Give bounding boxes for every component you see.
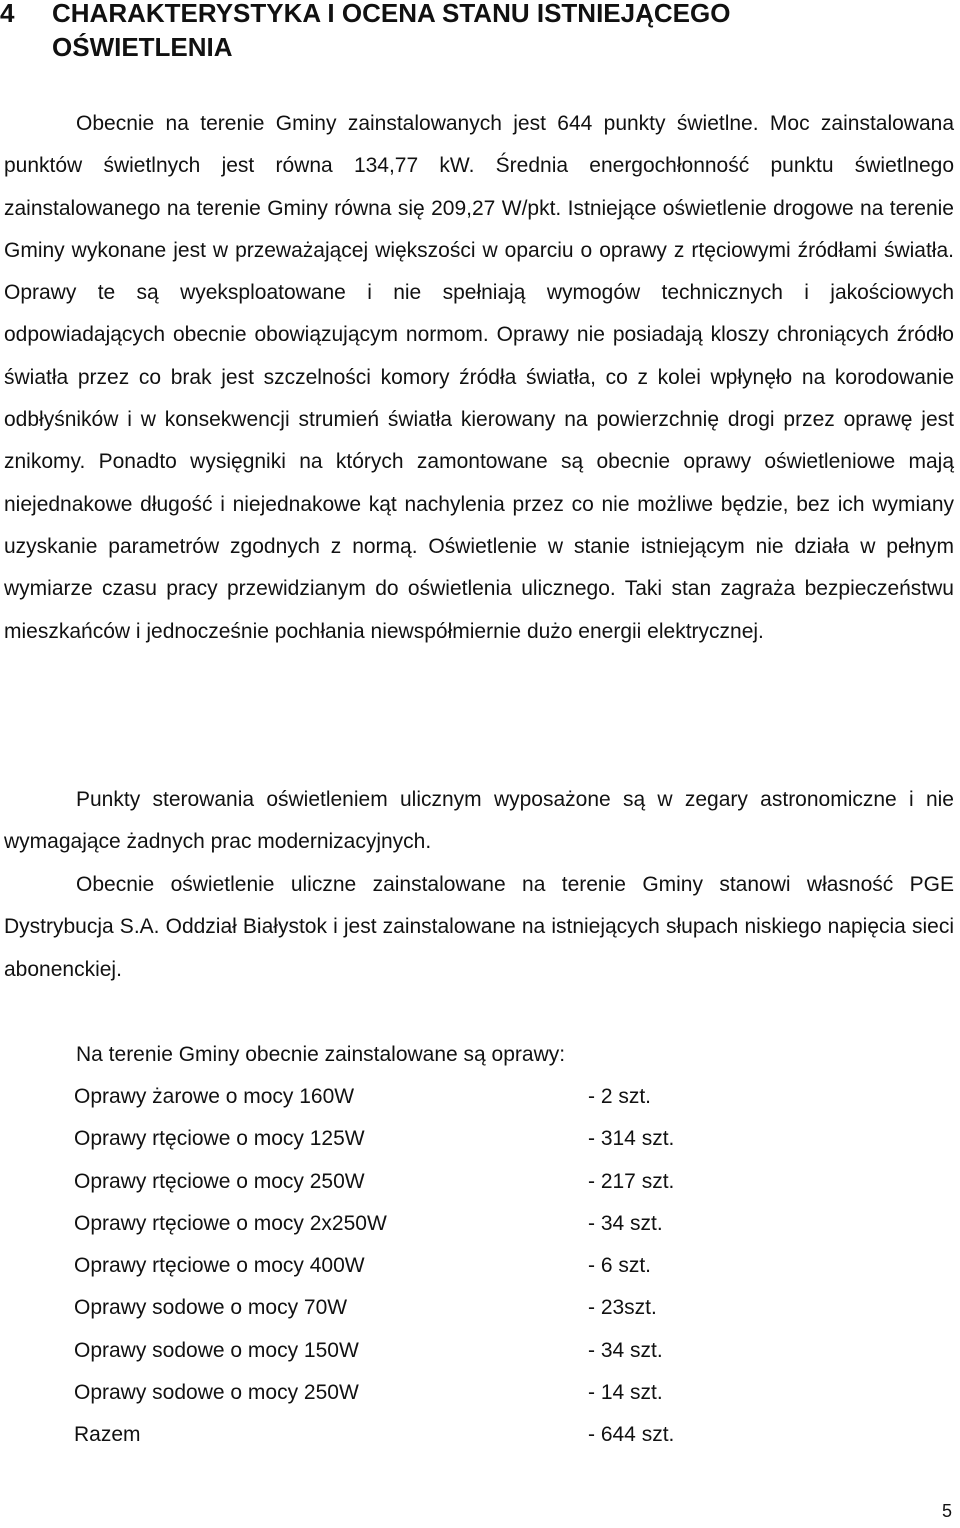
fixture-row-mercury-125w — [74, 1118, 774, 1160]
section-title-line1: CHARAKTERYSTYKA I OCENA STANU ISTNIEJĄCEGO — [52, 0, 731, 28]
fixture-name: Oprawy żarowe o mocy 160W — [74, 1085, 355, 1108]
fixture-list-intro: Na terenie Gminy obecnie zainstalowane są oprawy: — [76, 1043, 566, 1066]
paragraph-installed-lighting: Obecnie na terenie Gminy zainstalowanych jest 644 punkty świetlne. Moc zainstalowana punktów świetlnych jest równa 134,77 kW. Średnia energochłonność punktu świetlnego zainstalowanego na terenie Gminy równa się 209,27 W/pkt. Istniejące oświetlenie drogowe na terenie Gminy wykonane jest w przeważającej większości w oparciu o oprawy z rtęciowymi źródłami światła. Oprawy te są wyeksploatowane i nie spełniają wymogów technicznych i jakościowych odpowiadających obecnie obowiązującym normom. Oprawy nie posiadają kloszy chroniących źródło światła przez co brak jest szczelności komory źródła światła, co z kolei wpłynęło na korodowanie odbłyśników i w konsekwencji strumień światła kierowany na powierzchnię drogi przez oprawę jest znikomy. Ponadto wysięgniki na których zamontowane są obecnie oprawy oświetleniowe mają niejednakowe długość i niejednakowe kąt nachylenia przez co nie możliwe będzie, bez ich wymiany uzyskanie parametrów zgodnych z normą. Oświetlenie w stanie istniejącym nie działa w pełnym wymiarze czasu pracy przewidzianym do oświetlenia ulicznego. Taki stan zagraża bezpieczeństwu mieszkańców i jednocześnie pochłania niewspółmiernie dużo energii elektrycznej. — [4, 112, 954, 643]
fixture-row-total — [74, 1414, 774, 1456]
fixture-row-incandescent-160w — [74, 1076, 774, 1118]
fixture-row-mercury-250w — [74, 1161, 774, 1203]
fixture-name: Oprawy rtęciowe o mocy 2x250W — [74, 1211, 387, 1235]
fixture-name: Oprawy sodowe o mocy 70W — [74, 1296, 348, 1320]
section-title-line2: OŚWIETLENIA — [52, 32, 233, 62]
section-number: 4 — [0, 0, 15, 28]
fixture-name: Oprawy rtęciowe o mocy 125W — [74, 1127, 365, 1151]
fixture-row-mercury-400w — [74, 1245, 774, 1287]
fixture-count: - 34 szt. — [588, 1211, 663, 1235]
fixture-count: - 217 szt. — [588, 1169, 675, 1193]
fixture-row-mercury-2x250w — [74, 1203, 774, 1245]
page-number: 5 — [941, 1501, 952, 1521]
fixture-total-count: - 644 szt. — [588, 1423, 675, 1447]
section-heading — [0, 0, 900, 64]
fixture-count: - 14 szt. — [588, 1381, 663, 1405]
fixture-name: Oprawy sodowe o mocy 150W — [74, 1338, 359, 1362]
fixture-row-sodium-250w — [74, 1372, 774, 1414]
fixture-name: Oprawy rtęciowe o mocy 250W — [74, 1169, 365, 1193]
fixture-total-label: Razem — [74, 1423, 141, 1447]
fixture-list — [74, 1076, 774, 1457]
fixture-count: - 34 szt. — [588, 1338, 663, 1362]
fixture-row-sodium-70w — [74, 1287, 774, 1329]
fixture-count: - 6 szt. — [588, 1254, 652, 1278]
fixture-count: - 2 szt. — [588, 1085, 652, 1108]
fixture-name: Oprawy sodowe o mocy 250W — [74, 1381, 359, 1405]
fixture-count: - 23szt. — [588, 1296, 657, 1320]
fixture-name: Oprawy rtęciowe o mocy 400W — [74, 1254, 365, 1278]
fixture-row-sodium-150w — [74, 1330, 774, 1372]
paragraph-control-points: Punkty sterowania oświetleniem ulicznym wyposażone są w zegary astronomiczne i nie wymagające żadnych prac modernizacyjnych. — [4, 788, 954, 854]
paragraph-ownership: Obecnie oświetlenie uliczne zainstalowane na terenie Gminy stanowi własność PGE Dystrybucja S.A. Oddział Białystok i jest zainstalowane na istniejących słupach niskiego napięcia sieci abonenckiej. — [4, 873, 954, 981]
fixture-count: - 314 szt. — [588, 1127, 675, 1151]
